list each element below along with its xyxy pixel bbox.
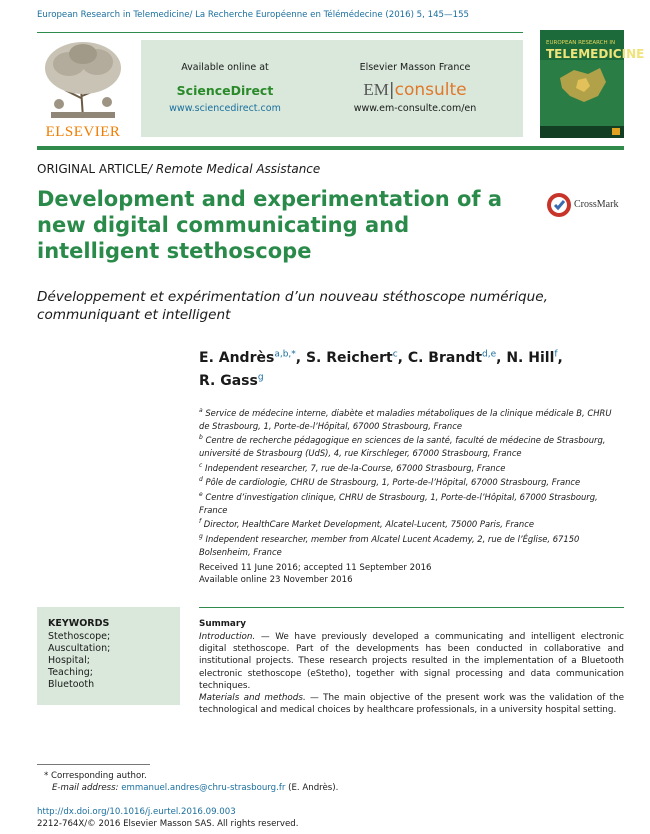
em-logo-em: EM: [363, 80, 389, 99]
copyright-line: 2212-764X/© 2016 Elsevier Masson SAS. All rights reserved.: [37, 819, 299, 829]
summary-title: Summary: [199, 619, 246, 629]
article-dates: [199, 563, 432, 586]
em-consulte-logo[interactable]: [330, 80, 500, 100]
summary-intro-lead: Introduction.: [199, 632, 256, 642]
email-link[interactable]: emmanuel.andres@chru-strasbourg.fr: [121, 783, 286, 793]
crossmark-label: CrossMark: [574, 199, 619, 210]
summary-intro-text: — We have previously developed a communicating and intelligent electronic digital stethoscope. Part of the developments has been conducted in collaborative and institutional projects. These research projects resulted in the implementation of a Bluetooth electronic stethoscope (eStetho), together with signal processing and data communication techniques.: [199, 632, 624, 691]
keywords-title: KEYWORDS: [48, 618, 110, 629]
email-suffix: (E. Andrès).: [285, 783, 339, 793]
affiliations: [199, 405, 619, 558]
summary-methods-text: — The main objective of the present work was the validation of the technological and medical choices by healthcare professionals, in a university hospital setting.: [199, 693, 624, 716]
keyword: Bluetooth: [48, 679, 95, 690]
email-label: E-mail address:: [52, 783, 119, 793]
author-list: [199, 344, 619, 391]
sciencedirect-available-text: Available online at: [181, 62, 269, 73]
article-type-label: ORIGINAL ARTICLE: [37, 162, 149, 176]
author[interactable]: C. Brandt$^{d,e}$,: [407, 349, 507, 366]
keyword: Teaching;: [48, 667, 93, 678]
keyword: Auscultation;: [48, 643, 111, 654]
author[interactable]: E. Andrès$^{a,b,*}$,: [199, 349, 306, 366]
header-thick-rule: [37, 146, 624, 150]
cover-title-line1: EUROPEAN RESEARCH IN: [546, 40, 616, 46]
author[interactable]: R. Gass$^g$: [199, 372, 264, 390]
crossmark-badge[interactable]: [546, 192, 626, 218]
article-section: / Remote Medical Assistance: [148, 162, 321, 176]
summary-body: [199, 631, 624, 716]
corresponding-author-note: * Corresponding author.: [44, 771, 147, 781]
affiliation: $^g$ Independent researcher, member from Alcatel Lucent Academy, 2, rue de l’Église, 67150 Bolsenheim, France: [199, 532, 580, 557]
received-date: Received 11 June 2016; accepted 11 September 2016: [199, 563, 432, 573]
affiliation: $^f$ Director, HealthCare Market Development, Alcatel-Lucent, 75000 Paris, France: [199, 518, 534, 530]
sciencedirect-url[interactable]: www.sciencedirect.com: [169, 103, 281, 114]
doi-link[interactable]: http://dx.doi.org/10.1016/j.eurtel.2016.09.003: [37, 807, 236, 817]
affiliation: $^d$ Pôle de cardiologie, CHRU de Strasbourg, 1, Porte-de-l’Hôpital, 67000 Strasbourg, France: [199, 476, 581, 488]
affiliation: $^a$ Service de médecine interne, diabète et maladies métaboliques de la clinique médicale B, CHRU de Strasbourg, 1, Porte-de-l’Hôpital, 67000 Strasbourg, France: [199, 407, 612, 431]
summary-rule: [199, 607, 624, 608]
elsevier-wordmark: ELSEVIER: [45, 124, 121, 140]
sciencedirect-logo[interactable]: ScienceDirect: [176, 83, 274, 98]
em-publisher-text: Elsevier Masson France: [359, 62, 471, 73]
affiliation: $^b$ Centre de recherche pédagogique en sciences de la santé, faculté de médecine de Strasbourg, université de Strasbourg (UdS), 4, rue Kirschleger, 67000 Strasbourg, France: [199, 434, 606, 458]
footnote-rule: [37, 764, 150, 765]
keyword: Stethoscope;: [48, 631, 111, 642]
email-note: [52, 783, 338, 793]
author[interactable]: N. Hill$^f$,: [506, 349, 563, 366]
cover-title-line2: TELEMEDICINE: [546, 47, 645, 61]
em-logo-consulte: consulte: [394, 80, 467, 100]
article-type: [37, 162, 320, 176]
affiliation: $^e$ Centre d’investigation clinique, CHRU de Strasbourg, 1, Porte-de-l’Hôpital, 67000 Strasbourg, France: [199, 490, 598, 515]
journal-citation: European Research in Telemedicine/ La Recherche Européenne en Télémédecine (2016) 5, 145—155: [37, 10, 470, 20]
em-logo-separator: |: [388, 80, 395, 100]
french-subtitle: Développement et expérimentation d’un nouveau stéthoscope numérique, communiquant et intelligent: [37, 289, 548, 323]
article-title: Development and experimentation of a new digital communicating and intelligent stethoscope: [37, 187, 503, 263]
header-rule: [37, 32, 523, 33]
summary-methods-lead: Materials and methods.: [199, 693, 306, 704]
affiliation: $^c$ Independent researcher, 7, rue de-la-Course, 67000 Strasbourg, France: [199, 461, 506, 473]
em-consulte-url[interactable]: www.em-consulte.com/en: [353, 103, 477, 114]
author[interactable]: S. Reichert$^c$,: [305, 349, 408, 366]
keyword: Hospital;: [48, 655, 90, 666]
online-date: Available online 23 November 2016: [199, 574, 353, 585]
